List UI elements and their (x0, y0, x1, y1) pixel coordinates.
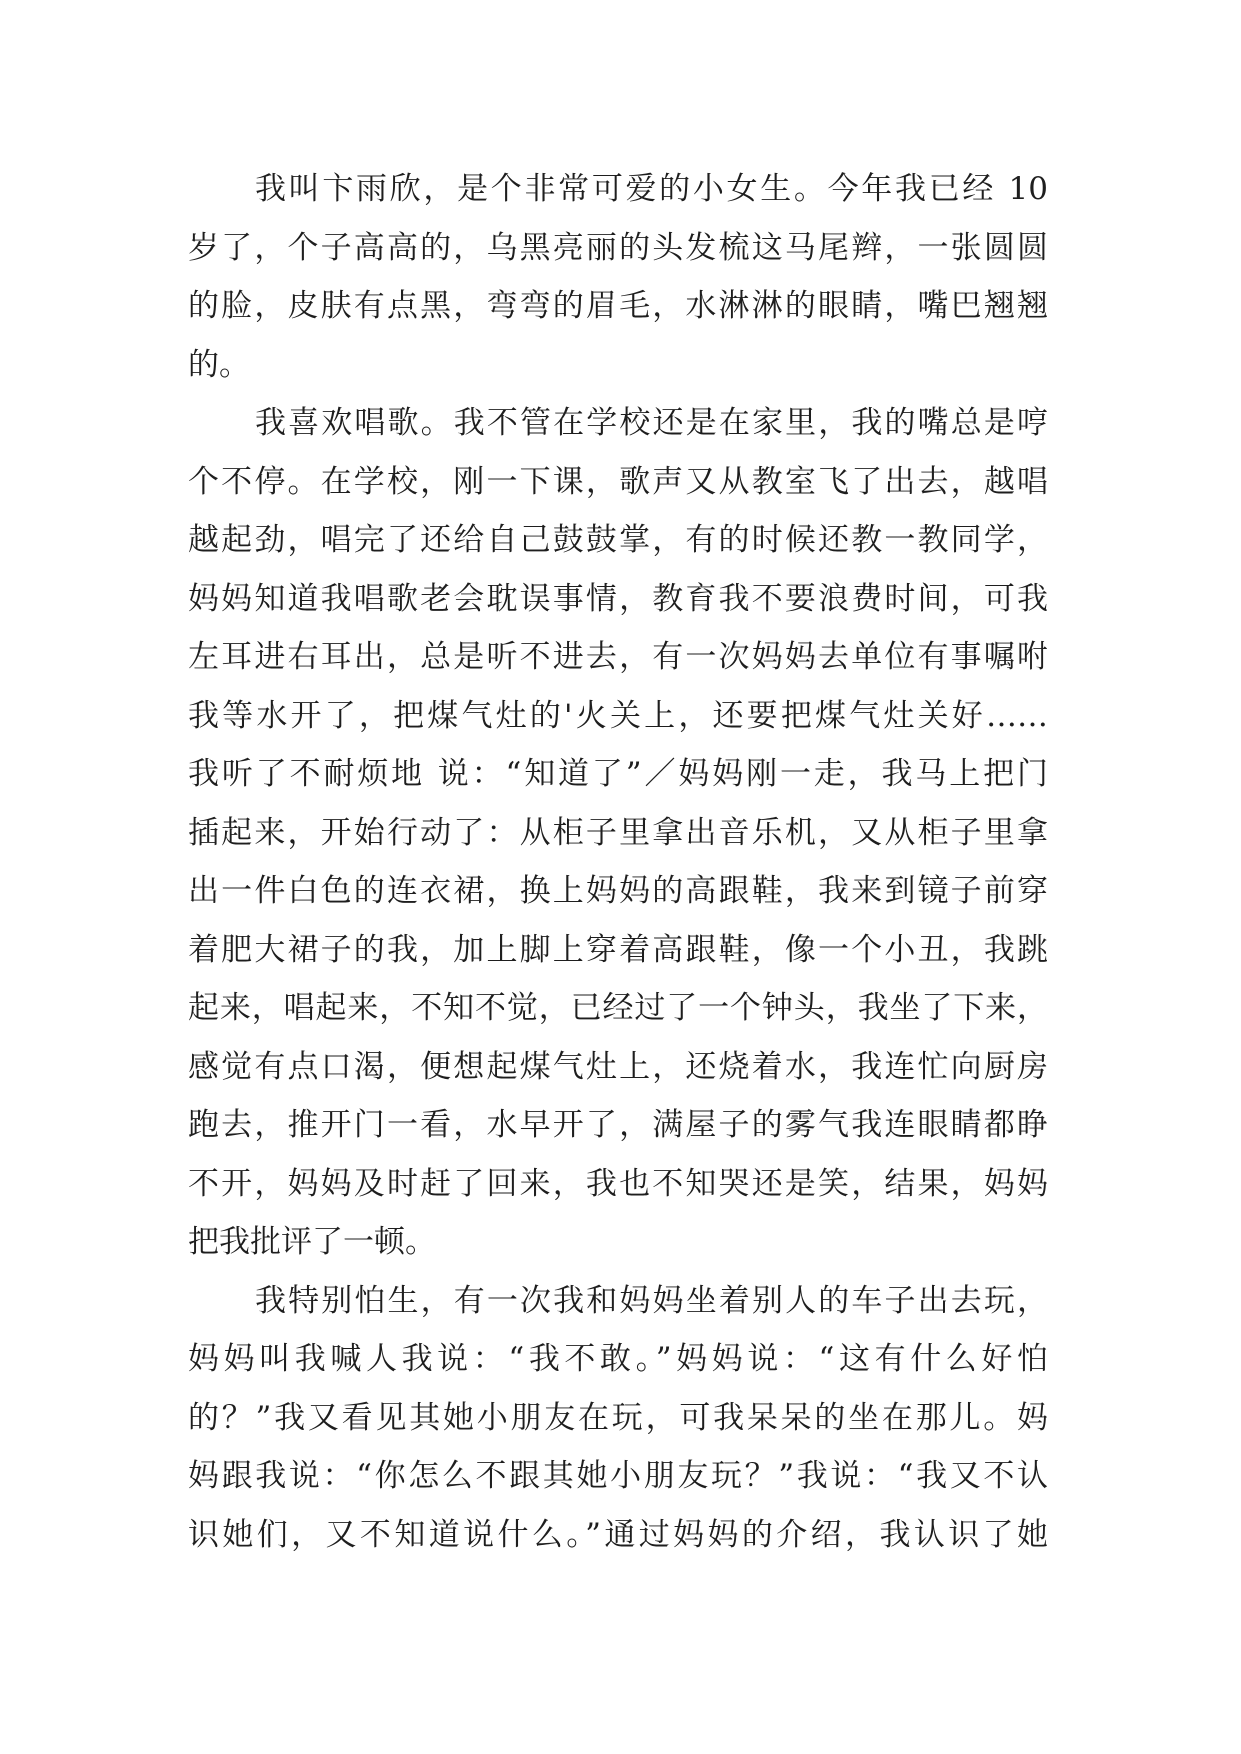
text-line: 识她们，又不知道说什么。”通过妈妈的介绍，我认识了她 (188, 1516, 1048, 1553)
paragraph-2 (188, 394, 1048, 1272)
text-line: 起来，唱起来，不知不觉，已经过了一个钟头，我坐了下来， (188, 990, 1048, 1026)
text-line: 的？”我又看见其她小朋友在玩，可我呆呆的坐在那儿。妈 (188, 1399, 1048, 1436)
body-text (188, 160, 1048, 1564)
text-line: 妈妈叫我喊人我说：“我不敢。”妈妈说：“这有什么好怕 (188, 1341, 1048, 1377)
text-line: 感觉有点口渴，便想起煤气灶上，还烧着水，我连忙向厨房 (188, 1048, 1048, 1085)
text-line: 插起来，开始行动了：从柜子里拿出音乐机，又从柜子里拿 (188, 814, 1048, 851)
text-line: 个不停。在学校，刚一下课，歌声又从教室飞了出去，越唱 (188, 463, 1048, 500)
text-line: 出一件白色的连衣裙，换上妈妈的高跟鞋，我来到镜子前穿 (188, 873, 1048, 909)
text-line: 着肥大裙子的我，加上脚上穿着高跟鞋，像一个小丑，我跳 (188, 931, 1048, 968)
text-line: 妈跟我说：“你怎么不跟其她小朋友玩？”我说：“我又不认 (188, 1458, 1048, 1494)
paragraph-3 (188, 1272, 1048, 1565)
text-line: 把我批评了一顿。 (188, 1224, 436, 1260)
text-line: 我叫卞雨欣，是个非常可爱的小女生。今年我已经 10 (255, 171, 1048, 207)
text-line: 左耳进右耳出，总是听不进去，有一次妈妈去单位有事嘱咐 (188, 639, 1048, 675)
text-line: 我特别怕生，有一次我和妈妈坐着别人的车子出去玩， (255, 1282, 1048, 1319)
text-line: 岁了，个子高高的，乌黑亮丽的头发梳这马尾辫，一张圆圆 (188, 229, 1048, 266)
text-line: 的。 (188, 346, 250, 383)
text-line: 的脸，皮肤有点黑，弯弯的眉毛，水淋淋的眼睛，嘴巴翘翘 (188, 288, 1048, 324)
text-line: 妈妈知道我唱歌老会耽误事情，教育我不要浪费时间，可我 (188, 580, 1048, 617)
text-line: 不开，妈妈及时赶了回来，我也不知哭还是笑，结果，妈妈 (188, 1165, 1048, 1202)
text-line: 我等水开了，把煤气灶的'火关上，还要把煤气灶关好…… (188, 697, 1048, 734)
text-line: 越起劲，唱完了还给自己鼓鼓掌，有的时候还教一教同学， (188, 522, 1048, 558)
text-line: 跑去，推开门一看，水早开了，满屋子的雾气我连眼睛都睁 (188, 1107, 1048, 1143)
text-line: 我喜欢唱歌。我不管在学校还是在家里，我的嘴总是哼 (255, 405, 1048, 441)
paragraph-1 (188, 160, 1048, 394)
text-line: 我听了不耐烦地 说：“知道了”／妈妈刚一走，我马上把门 (188, 756, 1048, 792)
